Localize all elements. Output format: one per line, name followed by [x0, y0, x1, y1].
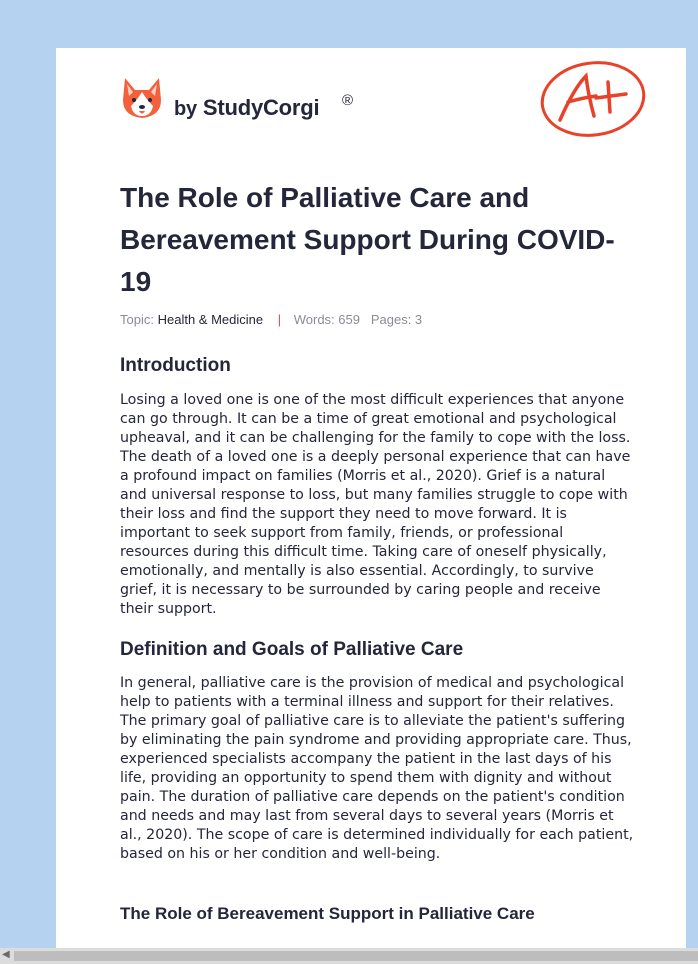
topic-link[interactable]: Health & Medicine [157, 312, 264, 327]
topic-label: Topic: [120, 312, 154, 327]
corgi-icon [121, 76, 163, 120]
brand-studycorgi: StudyCorgi [202, 95, 320, 120]
paragraph-introduction: Losing a loved one is one of the most difficult experiences that anyone can go through. It can be a time of great emotional and psychological upheaval, and it can be challenging for the family to cope with the loss. The death of a loved one is a deeply personal experience that can have a profound impact on families (Morris et al., 2020). Grief is a natural and universal response to loss, but many families struggle to cope with their loss and find the support they need to move forward. It is important to seek support from family, friends, or professional resources during this difficult time. Taking care of oneself physically, emotionally, and mentally is also essential. Accordingly, to survive grief, it is necessary to be surrounded by caring people and receive their support. [120, 392, 631, 617]
registered-mark: ® [342, 92, 354, 109]
a-plus-grade-stamp [538, 58, 648, 140]
scrollbar-thumb[interactable] [14, 951, 698, 961]
page-title: The Role of Palliative Care and Bereavement Support During COVID-19 [120, 182, 615, 297]
scroll-left-icon[interactable]: ◀ [2, 949, 10, 960]
brand-by: by [174, 98, 197, 120]
page-count: Pages: 3 [370, 312, 423, 327]
word-count: Words: 659 [293, 312, 360, 327]
document-page [56, 48, 686, 948]
paragraph-definition: In general, palliative care is the provision of medical and psychological help to patients with a terminal illness and support for their relatives. The primary goal of palliative care is to alleviate the patient's suffering by eliminating the pain syndrome and providing appropriate care. Thus, experienced specialists accompany the patient in the last days of his life, providing an opportunity to spend them with dignity and without pain. The duration of palliative care depends on the patient's condition and needs and may last from several days to several years (Morris et al., 2020). The scope of care is determined individually for each patient, based on his or her condition and well-being. [120, 675, 634, 862]
horizontal-scrollbar[interactable] [0, 948, 698, 964]
essay-meta [120, 312, 422, 327]
meta-separator: | [277, 312, 282, 327]
studycorgi-logo[interactable] [121, 76, 163, 120]
heading-definition: Definition and Goals of Palliative Care [120, 639, 464, 660]
heading-bereavement-role: The Role of Bereavement Support in Palliative Care [120, 904, 535, 923]
heading-introduction: Introduction [120, 355, 231, 376]
brand-name[interactable] [174, 95, 319, 121]
